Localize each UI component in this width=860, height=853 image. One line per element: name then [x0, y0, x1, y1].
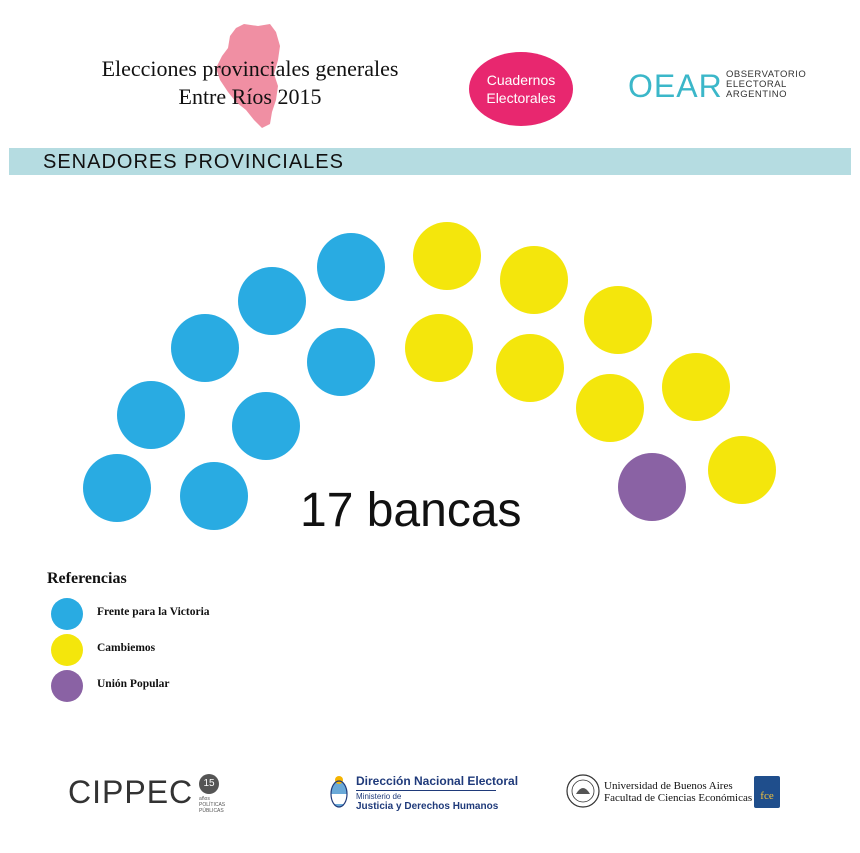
cippec-wordmark: CIPPEC: [68, 774, 194, 810]
badge-line-1: Cuadernos: [486, 72, 556, 88]
legend-items: [47, 598, 210, 706]
cippec-15-badge: 15: [199, 774, 219, 794]
seat-15: [576, 374, 644, 442]
dne-ministry-line-2: Justicia y Derechos Humanos: [356, 801, 499, 812]
seat-10: [500, 246, 568, 314]
legend-item: [47, 670, 170, 706]
seat-1: [83, 454, 151, 522]
legend-label: Frente para la Victoria: [97, 606, 210, 618]
legend-item: [47, 634, 156, 670]
seat-12: [662, 353, 730, 421]
legend-label: Unión Popular: [97, 678, 170, 690]
seat-4: [238, 267, 306, 335]
legend-label: Cambiemos: [97, 642, 156, 654]
cippec-logo: [68, 772, 228, 812]
argentina-emblem-icon: [330, 774, 348, 810]
oear-mark: OEAR: [628, 68, 723, 104]
seat-7: [232, 392, 300, 460]
uba-seal-icon: [566, 774, 600, 808]
legend-swatch: [51, 670, 83, 702]
legend: [47, 570, 210, 706]
legend-swatch: [51, 598, 83, 630]
seat-2: [117, 381, 185, 449]
legend-swatch: [51, 634, 83, 666]
seat-13: [405, 314, 473, 382]
uba-line-2: Facultad de Ciencias Económicas: [604, 792, 753, 804]
uba-logo: [566, 772, 786, 812]
oear-line-1: OBSERVATORIO: [726, 69, 807, 80]
section-title: SENADORES PROVINCIALES: [43, 151, 344, 173]
badge-line-2: Electorales: [486, 90, 556, 106]
seat-11: [584, 286, 652, 354]
seat-17: [618, 453, 686, 521]
seat-8: [307, 328, 375, 396]
title-line-1: Elecciones provinciales generales: [101, 56, 399, 81]
dne-divider: [356, 790, 496, 791]
seat-6: [180, 462, 248, 530]
legend-item: [47, 598, 210, 634]
dne-title: Dirección Nacional Electoral: [356, 774, 519, 788]
seat-3: [171, 314, 239, 382]
total-seats-label: 17 bancas: [300, 484, 522, 537]
seat-9: [413, 222, 481, 290]
cippec-tagline: [199, 796, 225, 814]
seat-5: [317, 233, 385, 301]
seat-14: [496, 334, 564, 402]
legend-title: Referencias: [47, 570, 127, 587]
uba-line-1: Universidad de Buenos Aires: [604, 780, 733, 792]
fce-logo: fce: [754, 776, 780, 808]
cippec-small-2: POLÍTICAS: [199, 802, 226, 808]
dne-ministry-line-1: Ministerio de: [356, 792, 402, 801]
title-line-2: Entre Ríos 2015: [178, 84, 322, 109]
uba-text: [604, 780, 752, 804]
cippec-small-3: PÚBLICAS: [199, 808, 224, 814]
cippec-small-1: años: [199, 796, 210, 802]
seat-16: [708, 436, 776, 504]
oear-line-2: ELECTORAL: [726, 79, 787, 90]
oear-line-3: ARGENTINO: [726, 89, 787, 100]
dne-logo: [330, 772, 519, 812]
